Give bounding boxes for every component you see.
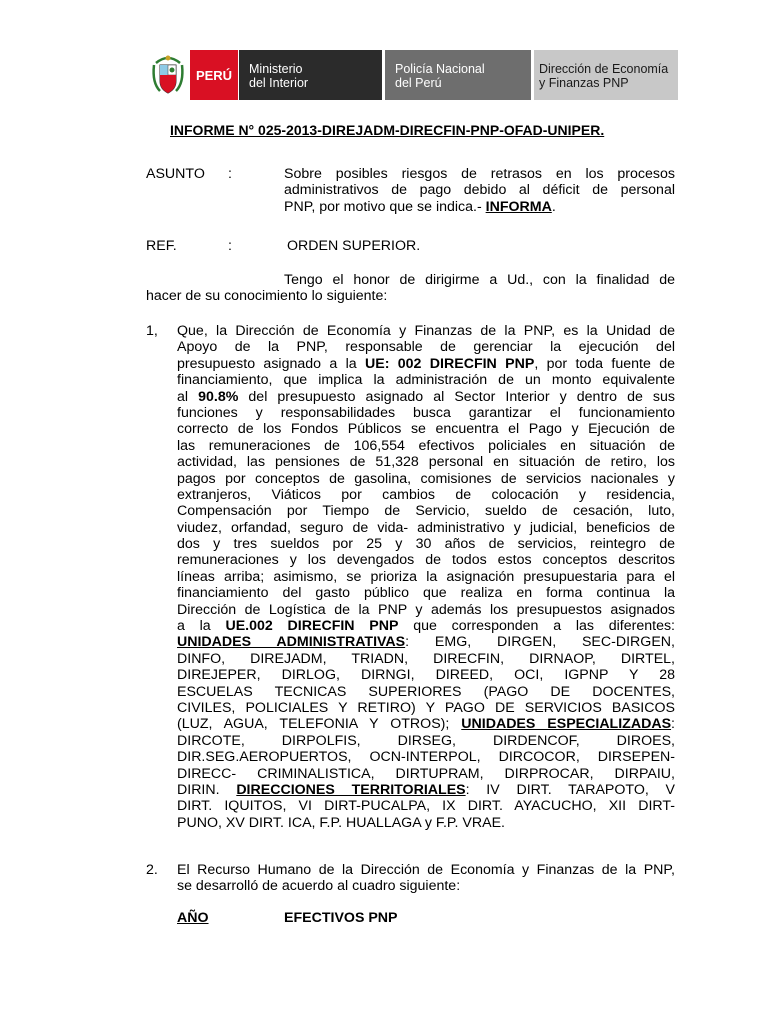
table-header-year: AÑO	[177, 910, 209, 926]
item-1-line: UNIDADES ADMINISTRATIVAS: EMG, DIRGEN, SEC-DIRGEN,	[177, 634, 675, 651]
item-1-line: Compensación por Tiempo de Servicio, sueldo de cesación, luto,	[177, 503, 675, 520]
item-1-line: actividad, las pensiones de 51,328 personal en situación de retiro, los	[177, 454, 675, 471]
item-1-line: remuneraciones y los devengados de todos estos conceptos descritos	[177, 552, 675, 569]
asunto-line-2: administrativos de pago debido al déficit de personal	[284, 182, 675, 199]
ref-value: ORDEN SUPERIOR.	[287, 238, 421, 254]
item-1-line: DIRECC- CRIMINALISTICA, DIRTUPRAM, DIRPROCAR, DIRPAIU,	[177, 765, 675, 782]
item-1-line: presupuesto asignado a la UE: 002 DIRECFIN PNP, por toda fuente de	[177, 355, 675, 372]
institutional-header	[148, 50, 678, 100]
bold-term: UE: 002 DIRECFIN PNP	[365, 355, 535, 372]
unit-category-heading: UNIDADES ADMINISTRATIVAS	[177, 634, 406, 651]
asunto-line-3	[284, 199, 675, 215]
item-1-line: DIRT. IQUITOS, VI DIRT-PUCALPA, IX DIRT. AYACUCHO, XII DIRT-	[177, 798, 675, 815]
item-1-line: ESCUELAS TECNICAS SUPERIORES (PAGO DE DOCENTES,	[177, 683, 675, 700]
bold-term: 90.8%	[198, 388, 239, 405]
item-1-line: DINFO, DIREJADM, TRIADN, DIRECFIN, DIRNAOP, DIRTEL,	[177, 650, 675, 667]
item-1-body	[177, 323, 675, 831]
bold-term: UE.002 DIRECFIN PNP	[225, 618, 399, 635]
informa-keyword: INFORMA	[485, 198, 552, 215]
policia-line-1: Policía Nacional	[395, 62, 485, 76]
ref-colon: :	[228, 238, 232, 254]
intro-paragraph	[146, 272, 675, 305]
item-1-line: CIVILES, POLICIALES Y RETIRO) Y PAGO DE SERVICIOS BASICOS	[177, 699, 675, 716]
item-1-line: extranjeros, Viáticos por cambios de colocación y residencia,	[177, 486, 675, 503]
item-1-line: DIREJEPER, DIRLOG, DIRNGI, DIREED, OCI, IGPNP Y 28	[177, 667, 675, 684]
intro-line-1: Tengo el honor de dirigirme a Ud., con la finalidad de	[284, 272, 675, 288]
direccion-line-1: Dirección de Economía	[539, 62, 669, 76]
item-2-line-2: se desarrolló de acuerdo al cuadro siguiente:	[177, 878, 461, 895]
item-1-line: pagos por conceptos de gasolina, comisiones de servicios nacionales y	[177, 470, 675, 487]
intro-line-2: hacer de su conocimiento lo siguiente:	[146, 288, 388, 305]
policia-line-2: del Perú	[395, 76, 442, 90]
asunto-line-3-text: PNP, por motivo que se indica.-	[284, 198, 486, 215]
policia-nacional-box	[385, 50, 531, 100]
unit-category-heading: UNIDADES ESPECIALIZADAS	[461, 716, 672, 733]
direccion-line-2: y Finanzas PNP	[539, 76, 629, 90]
report-title: INFORME N° 025-2013-DIREJADM-DIRECFIN-PNP-OFAD-UNIPER.	[170, 122, 605, 138]
item-1-line: al 90.8% del presupuesto asignado al Sector Interior y dentro de sus	[177, 388, 675, 405]
item-1-line: viudez, orfandad, seguro de vida- administrativo y judicial, beneficios de	[177, 519, 675, 536]
item-1-line: correcto de los Fondos Públicos se encuentra el Pago y Ejecución de	[177, 421, 675, 438]
item-1-line: Dirección de Logística de la PNP y además los presupuestos asignados	[177, 601, 675, 618]
item-1-line: Apoyo de la PNP, responsable de gerenciar la ejecución del	[177, 339, 675, 356]
item-2-number: 2.	[146, 862, 158, 878]
asunto-line-1: Sobre posibles riesgos de retrasos en los procesos	[284, 166, 675, 182]
table-header-efectivos: EFECTIVOS PNP	[284, 910, 398, 926]
item-1-number: 1,	[146, 323, 158, 339]
asunto-line-3-end: .	[551, 198, 556, 215]
peru-coat-of-arms-icon	[148, 50, 188, 100]
asunto-label: ASUNTO	[146, 166, 205, 182]
item-1-line: las remuneraciones de 106,554 efectivos policiales en situación de	[177, 437, 675, 454]
peru-badge: PERÚ	[190, 50, 238, 100]
item-1-line: DIR.SEG.AEROPUERTOS, OCN-INTERPOL, DIRCOCOR, DIRSEPEN-	[177, 749, 675, 766]
direccion-economia-box	[534, 50, 678, 100]
item-1-line: (LUZ, AGUA, TELEFONIA Y OTROS); UNIDADES ESPECIALIZADAS:	[177, 716, 675, 733]
item-2-line-1: El Recurso Humano de la Dirección de Economía y Finanzas de la PNP,	[177, 862, 675, 878]
ministerio-interior-box	[238, 50, 382, 100]
item-1-line: a la UE.002 DIRECFIN PNP que corresponden a las diferentes:	[177, 618, 675, 635]
asunto-colon: :	[228, 166, 232, 182]
asunto-text	[284, 166, 675, 215]
item-2-body	[177, 862, 675, 895]
ref-label: REF.	[146, 238, 177, 254]
ministerio-line-2: del Interior	[249, 76, 309, 90]
item-1-line: líneas arriba; asimismo, se prioriza la asignación presupuestaria para el	[177, 568, 675, 585]
item-1-line: financiamiento del gasto público que realiza en forma continua la	[177, 585, 675, 602]
item-1-line: dos y tres sueldos por 25 y 30 años de servicios, reintegro de	[177, 536, 675, 553]
ministerio-line-1: Ministerio	[249, 62, 303, 76]
item-1-line: DIRIN. DIRECCIONES TERRITORIALES: IV DIRT. TARAPOTO, V	[177, 781, 676, 798]
item-1-line: DIRCOTE, DIRPOLFIS, DIRSEG, DIRDENCOF, DIROES,	[177, 732, 675, 749]
item-1-line: financiamiento, que implica la administración de un monto equivalente	[177, 372, 675, 389]
item-1-line: Que, la Dirección de Economía y Finanzas de la PNP, es la Unidad de	[177, 323, 675, 339]
item-1-line: PUNO, XV DIRT. ICA, F.P. HUALLAGA y F.P. VRAE.	[177, 814, 505, 831]
item-1-line: funciones y responsabilidades busca garantizar el funcionamiento	[177, 404, 675, 421]
unit-category-heading: DIRECCIONES TERRITORIALES	[236, 781, 466, 798]
